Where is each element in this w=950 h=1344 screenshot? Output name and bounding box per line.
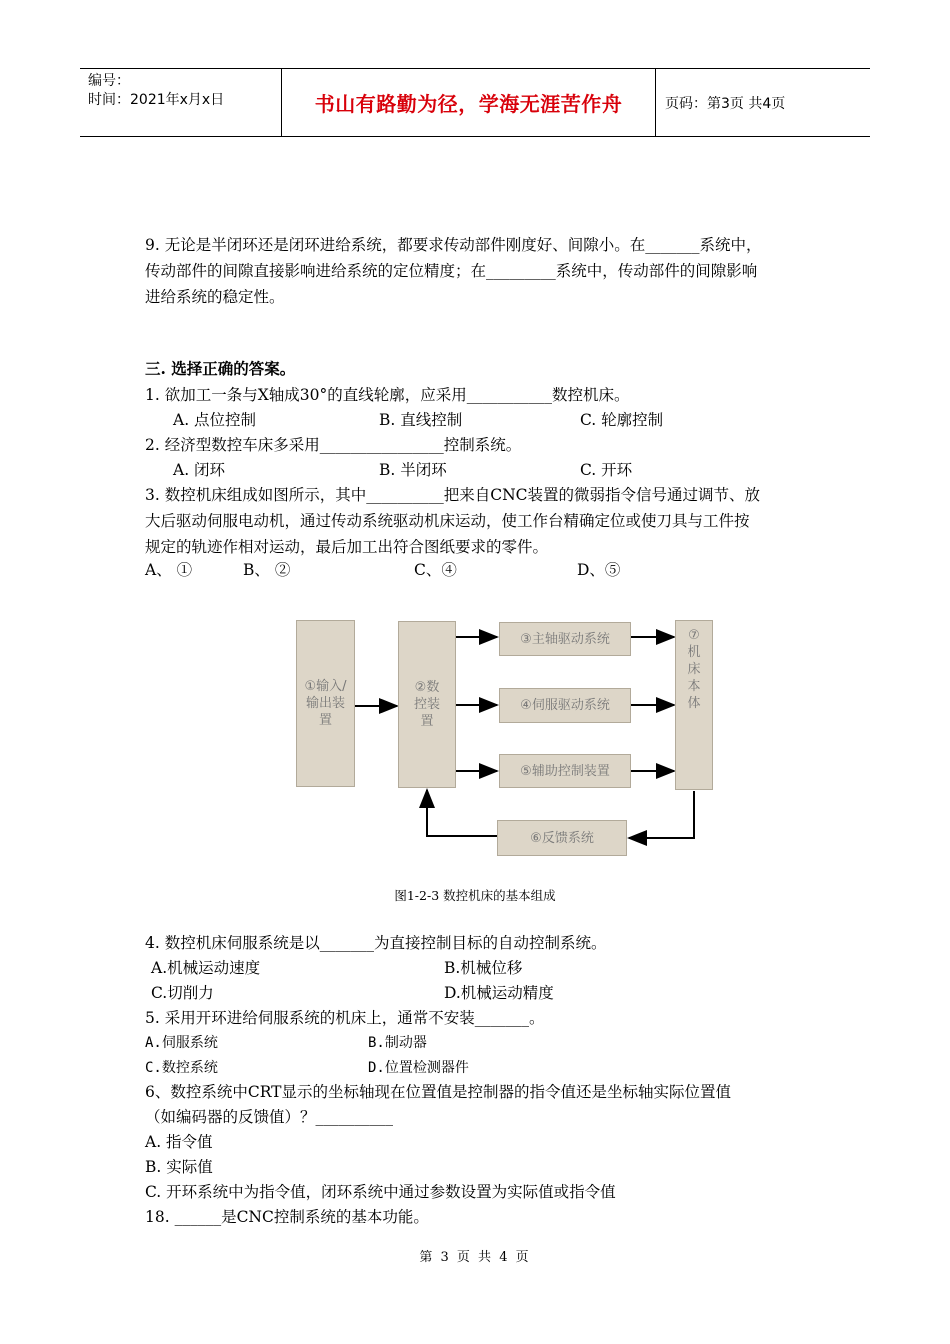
q1-option-a: A. 点位控制 — [173, 411, 257, 429]
diagram-box-aux: ⑤辅助控制装置 — [499, 754, 631, 788]
arrow-7-to-6 — [629, 791, 694, 838]
q3-option-b: B、 ② — [243, 561, 291, 579]
q4-option-d: D.机械运动精度 — [444, 984, 554, 1002]
q18-text: 18. ______是CNC控制系统的基本功能。 — [145, 1208, 429, 1226]
header-page-label: 页码：第3页 共4页 — [665, 95, 786, 112]
doc-time-label: 时间：2021年x月x日 — [88, 92, 225, 108]
q6-option-c: C. 开环系统中为指令值，闭环系统中通过参数设置为实际值或指令值 — [145, 1183, 616, 1201]
q4-text: 4. 数控机床伺服系统是以_______为直接控制目标的自动控制系统。 — [145, 934, 607, 952]
q1-option-c: C. 轮廓控制 — [580, 411, 664, 429]
q3-option-c: C、④ — [414, 561, 457, 579]
q6-line2: （如编码器的反馈值）？__________ — [145, 1108, 394, 1126]
q4-option-c: C.切削力 — [151, 984, 214, 1002]
header-motto: 书山有路勤为径，学海无涯苦作舟 — [282, 69, 656, 136]
doc-number-label: 编号： — [88, 73, 130, 89]
diagram-box-feedback: ⑥反馈系统 — [497, 820, 627, 856]
q2-option-b: B. 半闭环 — [379, 461, 447, 479]
q3-line1: 3. 数控机床组成如图所示，其中__________把来自CNC装置的微弱指令信号通过调节、放 — [145, 486, 760, 504]
q4-option-a: A.机械运动速度 — [151, 959, 261, 977]
q6-option-b: B. 实际值 — [145, 1158, 213, 1176]
q5-option-b: B.制动器 — [368, 1035, 427, 1051]
diagram-box-spindle: ③主轴驱动系统 — [499, 622, 631, 656]
page-footer: 第 3 页 共 4 页 — [419, 1250, 531, 1265]
diagram-box-io: ①输入/输出装置 — [296, 620, 355, 787]
diagram-box-cnc: ②数控装置 — [398, 621, 456, 788]
diagram-caption: 图1-2-3 数控机床的基本组成 — [394, 888, 556, 903]
q6-line1: 6、数控系统中CRT显示的坐标轴现在位置值是控制器的指令值还是坐标轴实际位置值 — [145, 1083, 731, 1101]
q5-option-c: C.数控系统 — [145, 1060, 218, 1076]
q2-option-c: C. 开环 — [580, 461, 633, 479]
q3-line3: 规定的轨迹作相对运动，最后加工出符合图纸要求的零件。 — [145, 538, 549, 556]
q5-option-d: D.位置检测器件 — [368, 1060, 469, 1076]
q3-line2: 大后驱动伺服电动机，通过传动系统驱动机床运动，使工作台精确定位或使刀具与工件按 — [145, 512, 750, 530]
q9-line1: 9. 无论是半闭环还是闭环进给系统，都要求传动部件刚度好、间隙小。在_______系统中， — [145, 236, 762, 254]
q2-option-a: A. 闭环 — [173, 461, 226, 479]
q3-option-a: A、 ① — [145, 561, 193, 579]
q4-option-b: B.机械位移 — [444, 959, 523, 977]
q5-text: 5. 采用开环进给伺服系统的机床上，通常不安装_______。 — [145, 1009, 545, 1027]
diagram-box-machine: ⑦机床本体 — [675, 620, 713, 790]
q9-line2: 传动部件的间隙直接影响进给系统的定位精度；在_________系统中，传动部件的间隙影响 — [145, 262, 758, 280]
q5-option-a: A.伺服系统 — [145, 1035, 218, 1051]
diagram-box-servo: ④伺服驱动系统 — [499, 688, 631, 723]
arrow-6-to-2 — [427, 790, 497, 836]
q2-text: 2. 经济型数控车床多采用________________控制系统。 — [145, 436, 522, 454]
section3-title: 三. 选择正确的答案。 — [145, 359, 296, 378]
q1-text: 1. 欲加工一条与X轴成30°的直线轮廓，应采用___________数控机床。 — [145, 386, 630, 404]
q6-option-a: A. 指令值 — [145, 1133, 213, 1151]
q9-line3: 进给系统的稳定性。 — [145, 288, 285, 306]
q3-option-d: D、⑤ — [577, 561, 621, 579]
q1-option-b: B. 直线控制 — [379, 411, 463, 429]
